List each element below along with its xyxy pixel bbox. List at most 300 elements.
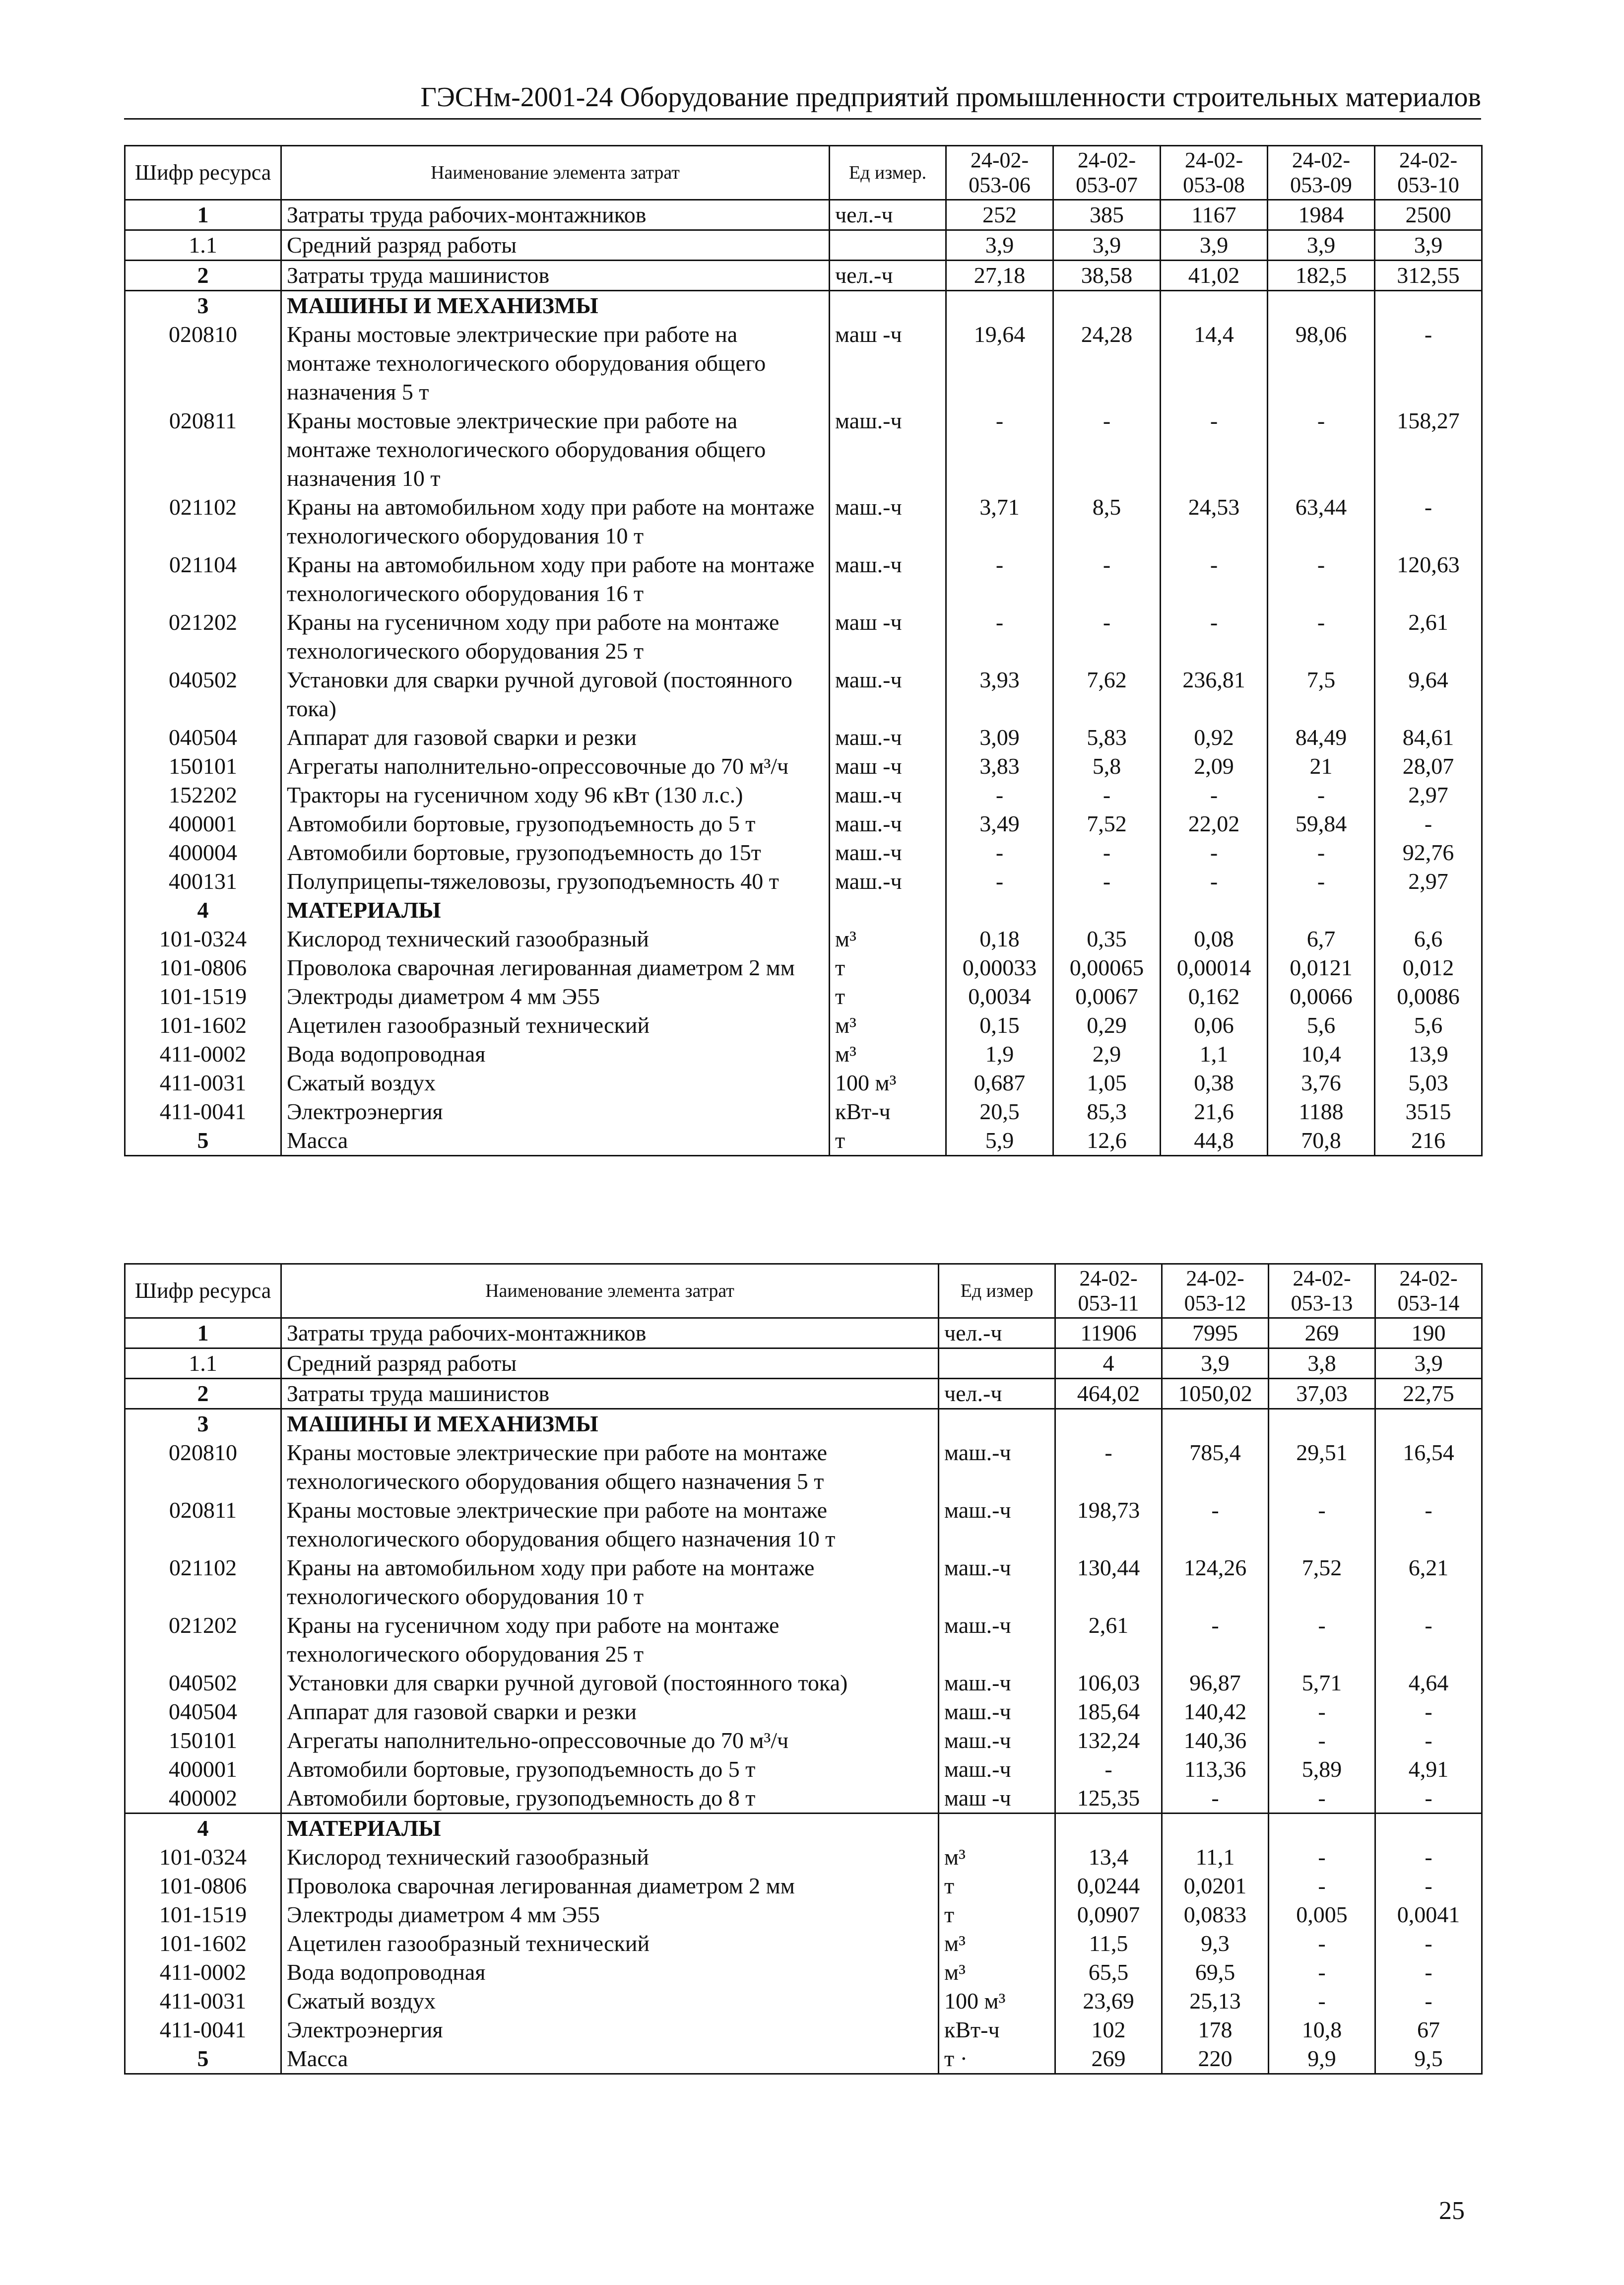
value-cell: 10,8: [1269, 2016, 1375, 2044]
unit-cell: маш.-ч: [939, 1669, 1055, 1697]
value-cell: -: [1161, 550, 1268, 608]
unit-cell: м³: [830, 925, 946, 953]
value-cell: -: [946, 781, 1053, 809]
resource-code-cell: 411-0041: [125, 2016, 281, 2044]
header-code: Шифр ресурса: [125, 1264, 281, 1318]
header-column: 24-02-053-14: [1375, 1264, 1482, 1318]
resource-name-cell: Краны мостовые электрические при работе на монтаже технологического оборудования общего назначения 5 т: [281, 320, 830, 406]
table-row: [125, 809, 1482, 838]
resource-code-cell: 101-0806: [125, 953, 281, 982]
value-cell: 7995: [1162, 1318, 1269, 1348]
resource-name-cell: Затраты труда машинистов: [281, 1379, 939, 1409]
unit-cell: м³: [830, 1040, 946, 1069]
table-row: [125, 1318, 1482, 1348]
table-row: [125, 608, 1482, 666]
value-cell: 0,38: [1161, 1069, 1268, 1097]
value-cell: -: [1055, 1755, 1162, 1784]
table-row: [125, 1126, 1482, 1156]
table-row: [125, 1409, 1482, 1439]
unit-cell: [939, 1814, 1055, 1843]
value-cell: 92,76: [1375, 838, 1482, 867]
unit-cell: т: [939, 1900, 1055, 1929]
resource-code-cell: 101-0324: [125, 1843, 281, 1872]
value-cell: 3,76: [1268, 1069, 1375, 1097]
value-cell: 7,62: [1053, 666, 1161, 723]
value-cell: -: [1268, 406, 1375, 493]
value-cell: 269: [1055, 2044, 1162, 2074]
unit-cell: маш -ч: [830, 320, 946, 406]
resource-name-cell: Электроэнергия: [281, 2016, 939, 2044]
table-row: [125, 781, 1482, 809]
value-cell: 106,03: [1055, 1669, 1162, 1697]
value-cell: 22,02: [1161, 809, 1268, 838]
resource-name-cell: МАТЕРИАЛЫ: [281, 1814, 939, 1843]
resource-code-cell: 152202: [125, 781, 281, 809]
value-cell: 19,64: [946, 320, 1053, 406]
resource-code-cell: 150101: [125, 752, 281, 781]
value-cell: 0,0833: [1162, 1900, 1269, 1929]
table-row: [125, 838, 1482, 867]
unit-cell: [830, 896, 946, 925]
table-body: [125, 1318, 1482, 2074]
value-cell: 6,21: [1375, 1553, 1482, 1611]
value-cell: 5,03: [1375, 1069, 1482, 1097]
table-row: [125, 1669, 1482, 1697]
resource-code-cell: 101-1602: [125, 1011, 281, 1040]
table-row: [125, 1097, 1482, 1126]
table-row: [125, 1496, 1482, 1553]
header-rule: [124, 118, 1481, 120]
value-cell: 6,7: [1268, 925, 1375, 953]
value-cell: -: [1269, 1987, 1375, 2016]
value-cell: 7,52: [1053, 809, 1161, 838]
unit-cell: [830, 291, 946, 321]
table-row: [125, 925, 1482, 953]
resource-code-cell: 400001: [125, 1755, 281, 1784]
value-cell: 13,4: [1055, 1843, 1162, 1872]
value-cell: 0,35: [1053, 925, 1161, 953]
unit-cell: маш.-ч: [830, 809, 946, 838]
value-cell: 70,8: [1268, 1126, 1375, 1156]
value-cell: 1,9: [946, 1040, 1053, 1069]
value-cell: 14,4: [1161, 320, 1268, 406]
value-cell: 0,08: [1161, 925, 1268, 953]
unit-cell: маш.-ч: [830, 493, 946, 550]
resource-name-cell: Полуприцепы-тяжеловозы, грузоподъемность 40 т: [281, 867, 830, 896]
value-cell: 0,162: [1161, 982, 1268, 1011]
value-cell: 3,9: [1268, 230, 1375, 261]
value-cell: 785,4: [1162, 1438, 1269, 1496]
resource-code-cell: 400131: [125, 867, 281, 896]
table-row: [125, 723, 1482, 752]
table-row: [125, 867, 1482, 896]
value-cell: -: [1053, 867, 1161, 896]
value-cell: -: [1269, 1611, 1375, 1669]
value-cell: [1162, 1814, 1269, 1843]
unit-cell: маш -ч: [830, 752, 946, 781]
value-cell: 0,0041: [1375, 1900, 1482, 1929]
table-row: [125, 406, 1482, 493]
resource-code-cell: 021102: [125, 493, 281, 550]
resource-name-cell: Автомобили бортовые, грузоподъемность до 5 т: [281, 809, 830, 838]
table-row: [125, 1843, 1482, 1872]
unit-cell: кВт-ч: [939, 2016, 1055, 2044]
value-cell: 10,4: [1268, 1040, 1375, 1069]
resource-name-cell: Краны на автомобильном ходу при работе на монтаже технологического оборудования 10 т: [281, 1553, 939, 1611]
unit-cell: маш.-ч: [830, 838, 946, 867]
resource-name-cell: Автомобили бортовые, грузоподъемность до 15т: [281, 838, 830, 867]
value-cell: 0,005: [1269, 1900, 1375, 1929]
value-cell: 59,84: [1268, 809, 1375, 838]
value-cell: -: [946, 838, 1053, 867]
value-cell: -: [1053, 550, 1161, 608]
unit-cell: 100 м³: [939, 1987, 1055, 2016]
value-cell: 132,24: [1055, 1726, 1162, 1755]
resource-code-cell: 411-0031: [125, 1069, 281, 1097]
resource-name-cell: Сжатый воздух: [281, 1069, 830, 1097]
resource-code-cell: 5: [125, 2044, 281, 2074]
table-row: [125, 1438, 1482, 1496]
header-name: Наименование элемента затрат: [281, 146, 830, 200]
value-cell: 37,03: [1269, 1379, 1375, 1409]
unit-cell: маш.-ч: [939, 1726, 1055, 1755]
resource-name-cell: Ацетилен газообразный технический: [281, 1929, 939, 1958]
value-cell: 312,55: [1375, 261, 1482, 291]
value-cell: 2,9: [1053, 1040, 1161, 1069]
value-cell: -: [946, 406, 1053, 493]
value-cell: 0,00014: [1161, 953, 1268, 982]
table-row: [125, 1814, 1482, 1843]
resource-code-cell: 1: [125, 200, 281, 230]
value-cell: 3515: [1375, 1097, 1482, 1126]
value-cell: 23,69: [1055, 1987, 1162, 2016]
table-row: [125, 2016, 1482, 2044]
resource-code-cell: 020811: [125, 406, 281, 493]
resource-name-cell: Автомобили бортовые, грузоподъемность до 8 т: [281, 1784, 939, 1814]
unit-cell: кВт-ч: [830, 1097, 946, 1126]
value-cell: 5,6: [1375, 1011, 1482, 1040]
value-cell: 0,0907: [1055, 1900, 1162, 1929]
table-row: [125, 1011, 1482, 1040]
resource-code-cell: 040502: [125, 1669, 281, 1697]
value-cell: -: [946, 608, 1053, 666]
resource-name-cell: Электроэнергия: [281, 1097, 830, 1126]
value-cell: 5,9: [946, 1126, 1053, 1156]
unit-cell: маш.-ч: [830, 406, 946, 493]
table-row: [125, 2044, 1482, 2074]
value-cell: 182,5: [1268, 261, 1375, 291]
resource-name-cell: Аппарат для газовой сварки и резки: [281, 1697, 939, 1726]
unit-cell: м³: [939, 1929, 1055, 1958]
resource-code-cell: 020810: [125, 1438, 281, 1496]
resource-name-cell: Краны на автомобильном ходу при работе на монтаже технологического оборудования 16 т: [281, 550, 830, 608]
value-cell: [1055, 1409, 1162, 1439]
value-cell: 1167: [1161, 200, 1268, 230]
resource-code-cell: 5: [125, 1126, 281, 1156]
value-cell: 2,61: [1375, 608, 1482, 666]
value-cell: 1,1: [1161, 1040, 1268, 1069]
value-cell: -: [1162, 1784, 1269, 1814]
unit-cell: маш.-ч: [939, 1755, 1055, 1784]
value-cell: 385: [1053, 200, 1161, 230]
value-cell: -: [1053, 838, 1161, 867]
resource-name-cell: Сжатый воздух: [281, 1987, 939, 2016]
resource-name-cell: Вода водопроводная: [281, 1958, 939, 1987]
resource-code-cell: 101-1519: [125, 982, 281, 1011]
value-cell: 24,28: [1053, 320, 1161, 406]
value-cell: -: [1268, 867, 1375, 896]
unit-cell: т: [830, 982, 946, 1011]
value-cell: [1269, 1409, 1375, 1439]
value-cell: [1375, 291, 1482, 321]
value-cell: 0,06: [1161, 1011, 1268, 1040]
value-cell: -: [1269, 1496, 1375, 1553]
value-cell: -: [1375, 320, 1482, 406]
table-row: [125, 953, 1482, 982]
resource-code-cell: 400004: [125, 838, 281, 867]
value-cell: -: [1375, 493, 1482, 550]
value-cell: -: [1375, 1496, 1482, 1553]
value-cell: 3,9: [1053, 230, 1161, 261]
resource-code-cell: 1.1: [125, 1348, 281, 1379]
value-cell: 85,3: [1053, 1097, 1161, 1126]
resource-code-cell: 020811: [125, 1496, 281, 1553]
value-cell: -: [1268, 838, 1375, 867]
table-row: [125, 200, 1482, 230]
header-column: 24-02-053-11: [1055, 1264, 1162, 1318]
value-cell: 21: [1268, 752, 1375, 781]
document-title: ГЭСНм-2001-24 Оборудование предприятий промышленности строительных материалов: [420, 82, 1481, 113]
resource-code-cell: 101-0324: [125, 925, 281, 953]
value-cell: 2,97: [1375, 781, 1482, 809]
header-column: 24-02-053-09: [1268, 146, 1375, 200]
value-cell: 27,18: [946, 261, 1053, 291]
resource-name-cell: Автомобили бортовые, грузоподъемность до 5 т: [281, 1755, 939, 1784]
resource-name-cell: Аппарат для газовой сварки и резки: [281, 723, 830, 752]
value-cell: 13,9: [1375, 1040, 1482, 1069]
unit-cell: [939, 1348, 1055, 1379]
resource-code-cell: 021202: [125, 1611, 281, 1669]
resource-code-cell: 400001: [125, 809, 281, 838]
resource-name-cell: Электроды диаметром 4 мм Э55: [281, 1900, 939, 1929]
value-cell: 0,012: [1375, 953, 1482, 982]
table-header-row: [125, 1264, 1482, 1318]
resource-code-cell: 3: [125, 1409, 281, 1439]
value-cell: -: [1161, 781, 1268, 809]
resource-name-cell: Масса: [281, 1126, 830, 1156]
value-cell: 178: [1162, 2016, 1269, 2044]
value-cell: 5,89: [1269, 1755, 1375, 1784]
value-cell: 113,36: [1162, 1755, 1269, 1784]
resource-name-cell: Краны на гусеничном ходу при работе на монтаже технологического оборудования 25 т: [281, 1611, 939, 1669]
value-cell: 0,0067: [1053, 982, 1161, 1011]
value-cell: 252: [946, 200, 1053, 230]
header-name: Наименование элемента затрат: [281, 1264, 939, 1318]
resource-code-cell: 2: [125, 1379, 281, 1409]
value-cell: 102: [1055, 2016, 1162, 2044]
value-cell: 1188: [1268, 1097, 1375, 1126]
value-cell: 11,1: [1162, 1843, 1269, 1872]
value-cell: 8,5: [1053, 493, 1161, 550]
value-cell: 5,71: [1269, 1669, 1375, 1697]
table-row: [125, 1929, 1482, 1958]
resource-code-cell: 021102: [125, 1553, 281, 1611]
value-cell: 25,13: [1162, 1987, 1269, 2016]
value-cell: -: [1268, 608, 1375, 666]
value-cell: 21,6: [1161, 1097, 1268, 1126]
value-cell: 0,18: [946, 925, 1053, 953]
value-cell: [1268, 896, 1375, 925]
resource-name-cell: Установки для сварки ручной дуговой (постоянного тока): [281, 666, 830, 723]
value-cell: 269: [1269, 1318, 1375, 1348]
value-cell: 0,29: [1053, 1011, 1161, 1040]
value-cell: 3,09: [946, 723, 1053, 752]
unit-cell: маш.-ч: [830, 550, 946, 608]
value-cell: 98,06: [1268, 320, 1375, 406]
resource-name-cell: МАШИНЫ И МЕХАНИЗМЫ: [281, 1409, 939, 1439]
resource-code-cell: 040502: [125, 666, 281, 723]
value-cell: 236,81: [1161, 666, 1268, 723]
value-cell: 20,5: [946, 1097, 1053, 1126]
unit-cell: м³: [830, 1011, 946, 1040]
value-cell: -: [1162, 1611, 1269, 1669]
value-cell: -: [1161, 608, 1268, 666]
unit-cell: маш.-ч: [939, 1611, 1055, 1669]
value-cell: -: [1375, 809, 1482, 838]
value-cell: -: [1055, 1438, 1162, 1496]
value-cell: 5,8: [1053, 752, 1161, 781]
value-cell: -: [1269, 1929, 1375, 1958]
table-row: [125, 230, 1482, 261]
value-cell: 3,83: [946, 752, 1053, 781]
resource-code-cell: 150101: [125, 1726, 281, 1755]
value-cell: 9,9: [1269, 2044, 1375, 2074]
unit-cell: маш.-ч: [830, 666, 946, 723]
value-cell: 1984: [1268, 200, 1375, 230]
resource-code-cell: 101-0806: [125, 1872, 281, 1900]
value-cell: 29,51: [1269, 1438, 1375, 1496]
value-cell: 0,0244: [1055, 1872, 1162, 1900]
value-cell: 11906: [1055, 1318, 1162, 1348]
resource-name-cell: Проволока сварочная легированная диаметром 2 мм: [281, 953, 830, 982]
value-cell: [1268, 291, 1375, 321]
value-cell: 84,61: [1375, 723, 1482, 752]
resource-code-cell: 3: [125, 291, 281, 321]
table-row: [125, 1040, 1482, 1069]
resource-name-cell: МАШИНЫ И МЕХАНИЗМЫ: [281, 291, 830, 321]
value-cell: 3,9: [946, 230, 1053, 261]
resource-code-cell: 411-0041: [125, 1097, 281, 1126]
value-cell: 3,9: [1375, 230, 1482, 261]
value-cell: 2,97: [1375, 867, 1482, 896]
value-cell: 198,73: [1055, 1496, 1162, 1553]
unit-cell: 100 м³: [830, 1069, 946, 1097]
value-cell: 5,83: [1053, 723, 1161, 752]
unit-cell: т ·: [939, 2044, 1055, 2074]
resource-code-cell: 040504: [125, 723, 281, 752]
resource-name-cell: Агрегаты наполнительно-опрессовочные до 70 м³/ч: [281, 752, 830, 781]
value-cell: -: [1268, 550, 1375, 608]
resource-name-cell: Затраты труда машинистов: [281, 261, 830, 291]
resource-code-cell: 1.1: [125, 230, 281, 261]
value-cell: -: [1162, 1496, 1269, 1553]
resource-code-cell: 020810: [125, 320, 281, 406]
value-cell: 4: [1055, 1348, 1162, 1379]
resource-code-cell: 101-1602: [125, 1929, 281, 1958]
resource-name-cell: Средний разряд работы: [281, 1348, 939, 1379]
table-row: [125, 1726, 1482, 1755]
table-row: [125, 1987, 1482, 2016]
value-cell: 0,15: [946, 1011, 1053, 1040]
value-cell: -: [1269, 1697, 1375, 1726]
value-cell: 120,63: [1375, 550, 1482, 608]
table-row: [125, 1755, 1482, 1784]
table-body: [125, 200, 1482, 1156]
unit-cell: [830, 230, 946, 261]
value-cell: 22,75: [1375, 1379, 1482, 1409]
value-cell: 2500: [1375, 200, 1482, 230]
value-cell: 220: [1162, 2044, 1269, 2074]
value-cell: [946, 291, 1053, 321]
value-cell: -: [1375, 1726, 1482, 1755]
unit-cell: чел.-ч: [830, 200, 946, 230]
table-row: [125, 1872, 1482, 1900]
header-column: 24-02-053-06: [946, 146, 1053, 200]
value-cell: -: [1375, 1872, 1482, 1900]
value-cell: -: [1269, 1958, 1375, 1987]
value-cell: 3,9: [1375, 1348, 1482, 1379]
unit-cell: маш.-ч: [939, 1697, 1055, 1726]
value-cell: -: [1269, 1843, 1375, 1872]
table-row: [125, 1784, 1482, 1814]
value-cell: -: [1269, 1784, 1375, 1814]
value-cell: [1375, 1409, 1482, 1439]
unit-cell: [939, 1409, 1055, 1439]
value-cell: 3,49: [946, 809, 1053, 838]
value-cell: -: [1269, 1872, 1375, 1900]
table-row: [125, 291, 1482, 321]
value-cell: 130,44: [1055, 1553, 1162, 1611]
value-cell: 11,5: [1055, 1929, 1162, 1958]
value-cell: [1162, 1409, 1269, 1439]
value-cell: [1053, 896, 1161, 925]
value-cell: [1053, 291, 1161, 321]
value-cell: 3,93: [946, 666, 1053, 723]
table-row: [125, 1958, 1482, 1987]
table-row: [125, 1900, 1482, 1929]
value-cell: 0,92: [1161, 723, 1268, 752]
value-cell: 0,687: [946, 1069, 1053, 1097]
value-cell: 3,71: [946, 493, 1053, 550]
resource-code-cell: 411-0031: [125, 1987, 281, 2016]
value-cell: -: [1375, 1611, 1482, 1669]
resource-name-cell: Масса: [281, 2044, 939, 2074]
resource-name-cell: Кислород технический газообразный: [281, 1843, 939, 1872]
value-cell: [1161, 896, 1268, 925]
resource-code-cell: 400002: [125, 1784, 281, 1814]
value-cell: 41,02: [1161, 261, 1268, 291]
header-column: 24-02-053-07: [1053, 146, 1161, 200]
unit-cell: т: [830, 1126, 946, 1156]
unit-cell: чел.-ч: [830, 261, 946, 291]
value-cell: 3,8: [1269, 1348, 1375, 1379]
value-cell: 0,0066: [1268, 982, 1375, 1011]
header-code: Шифр ресурса: [125, 146, 281, 200]
value-cell: 0,0086: [1375, 982, 1482, 1011]
value-cell: 185,64: [1055, 1697, 1162, 1726]
resource-name-cell: Вода водопроводная: [281, 1040, 830, 1069]
value-cell: 24,53: [1161, 493, 1268, 550]
